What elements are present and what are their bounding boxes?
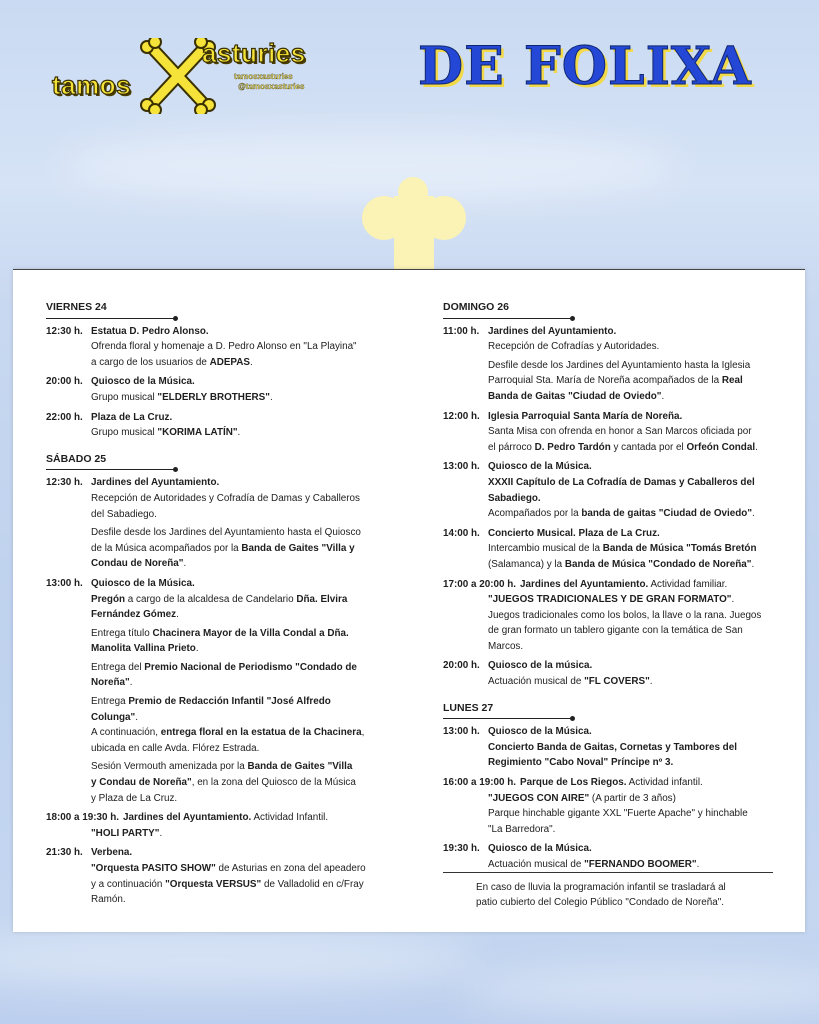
event-place: Quiosco de la Música. — [488, 726, 592, 738]
event-detail: Sesión Vermouth amenizada por la — [91, 761, 248, 773]
event-domingo-5 — [443, 577, 775, 655]
event-detail: de Asturias en zona del apeadero — [215, 863, 366, 874]
event-place: Verbena. — [91, 847, 133, 859]
event-detail: Recepción de Autoridades y Cofradía de Damas y Caballeros — [91, 492, 360, 504]
event-detail: . — [751, 558, 755, 570]
event-detail-bold: ADEPAS — [209, 356, 250, 368]
event-time: 11:00 h. — [443, 325, 480, 337]
event-detail: "La Barredora". — [488, 823, 556, 835]
event-detail: Entrega — [91, 696, 129, 708]
event-place: Iglesia Parroquial Santa María de Noreña. — [488, 410, 683, 422]
event-sabado-3 — [46, 810, 376, 841]
event-detail-bold: Chacinera Mayor de la Villa Condal a Dña. — [152, 627, 349, 639]
event-detail: . — [731, 594, 735, 606]
day-title-viernes: VIERNES 24 — [46, 300, 107, 317]
event-domingo-6 — [443, 658, 775, 689]
event-detail: el párroco — [488, 441, 535, 453]
event-detail: ubicada en calle Avda. Flórez Estrada. — [91, 742, 260, 754]
event-detail: y cantada por el — [610, 441, 687, 453]
event-detail: de la Música acompañados por la — [91, 542, 242, 554]
event-detail: . — [696, 859, 700, 870]
event-detail-bold: y Condau de Noreña" — [91, 777, 192, 789]
event-place: Quiosco de la Música. — [488, 461, 592, 473]
event-place: Parque de Los Riegos. — [520, 777, 627, 789]
event-time: 13:00 h. — [46, 577, 83, 589]
event-detail: . — [755, 441, 758, 453]
rain-note-line: patio cubierto del Colegio Público "Condado de Noreña". — [476, 897, 725, 908]
event-detail: , — [361, 727, 365, 739]
event-place: Quiosco de la Música. — [488, 843, 592, 855]
event-domingo-3 — [443, 459, 775, 521]
event-detail: . — [159, 827, 163, 839]
event-detail-bold: "JUEGOS TRADICIONALES Y DE GRAN FORMATO" — [488, 594, 732, 606]
event-viernes-1 — [46, 324, 376, 371]
event-viernes-2 — [46, 374, 376, 405]
event-detail: . — [176, 609, 179, 621]
event-detail-bold: "Orquesta PASITO SHOW" — [91, 863, 216, 874]
event-detail: Actuación musical de — [488, 859, 585, 870]
event-time: 13:00 h. — [443, 726, 480, 738]
event-domingo-2 — [443, 409, 775, 456]
event-detail: . — [661, 390, 665, 402]
event-detail-bold: Dña. Elvira — [296, 593, 348, 605]
event-time: 14:00 h. — [443, 527, 480, 539]
event-time: 16:00 a 19:00 h. — [443, 777, 517, 789]
event-detail: A continuación, — [91, 727, 161, 739]
event-detail: Santa Misa con ofrenda en honor a San Marcos oficiada por — [488, 426, 752, 438]
event-extra: Actividad infantil. — [626, 777, 703, 789]
logo-social-line-2: @tamosxasturies — [238, 82, 305, 91]
event-detail: a cargo de los usuarios de — [91, 356, 210, 368]
event-time: 20:00 h. — [46, 376, 83, 388]
day-title-domingo: DOMINGO 26 — [443, 300, 509, 317]
event-time: 21:30 h. — [46, 847, 83, 859]
program-column-left — [46, 300, 376, 908]
event-time: 12:00 h. — [443, 410, 480, 422]
event-detail-bold: Premio de Redacción Infantil "José Alfredo Colunga" — [91, 696, 331, 723]
note-divider — [443, 872, 773, 873]
event-detail-bold: "HOLI PARTY" — [91, 827, 160, 839]
event-detail-bold: Banda de Gaitas "Ciudad de Oviedo" — [488, 390, 662, 402]
event-sabado-2 — [46, 576, 376, 806]
event-place: Jardines del Ayuntamiento. — [91, 477, 220, 489]
event-detail: Actuación musical de — [488, 676, 585, 688]
event-place: Quiosco de la Música. — [91, 577, 195, 589]
event-detail: Desfile desde los Jardines del Ayuntamiento hasta la Iglesia — [488, 359, 751, 371]
event-time: 19:30 h. — [443, 843, 480, 855]
event-time: 17:00 a 20:00 h. — [443, 578, 517, 590]
event-time: 18:00 a 19:30 h. — [46, 812, 120, 824]
event-domingo-1 — [443, 324, 775, 405]
event-viernes-3 — [46, 410, 376, 441]
event-place: Quiosco de la música. — [488, 660, 593, 672]
event-detail: Recepción de Cofradías y Autoridades. — [488, 341, 660, 353]
event-detail-bold: banda de gaitas "Ciudad de Oviedo" — [581, 508, 753, 520]
day-title-lunes: LUNES 27 — [443, 701, 493, 718]
event-time: 12:30 h. — [46, 325, 83, 337]
event-detail: Grupo musical — [91, 391, 158, 403]
event-place: Jardines del Ayuntamiento. — [520, 578, 649, 590]
event-detail-bold: Noreña" — [91, 677, 130, 689]
event-detail: . — [195, 643, 199, 655]
event-detail: . — [250, 356, 253, 368]
page-title: DE FOLIXA — [418, 36, 752, 97]
event-detail-bold: Banda de Música "Tomás Bretón — [602, 543, 757, 555]
event-detail-bold: Fernández Gómez — [91, 609, 177, 621]
event-detail-bold: Sabadiego. — [488, 492, 541, 504]
event-place: Jardines del Ayuntamiento. — [488, 325, 617, 337]
rain-note — [476, 880, 766, 910]
event-detail-bold: "JUEGOS CON AIRE" — [488, 792, 590, 804]
event-detail-bold: Real — [721, 375, 743, 387]
tamos-x-asturies-logo — [50, 36, 340, 116]
event-lunes-1 — [443, 724, 775, 771]
event-detail: Ofrenda floral y homenaje a D. Pedro Alonso en "La Playina" — [91, 341, 357, 353]
program-sheet — [13, 269, 805, 932]
event-detail: , en la zona del Quiosco de la Música — [191, 777, 356, 789]
event-detail: Desfile desde los Jardines del Ayuntamiento hasta el Quiosco — [91, 527, 361, 539]
event-detail-bold: Manolita Vallina Prieto — [91, 643, 196, 655]
logo-word-tamos: tamos — [52, 70, 132, 100]
event-detail: . — [183, 558, 187, 570]
background-streak — [460, 965, 819, 1015]
event-detail: a cargo de la alcaldesa de Candelario — [125, 593, 297, 605]
event-detail-bold: "ELDERLY BROTHERS" — [157, 391, 270, 403]
event-detail: . — [135, 711, 138, 723]
event-extra: Actividad familiar. — [648, 578, 728, 590]
event-detail: de Valladolid en c/Fray — [261, 878, 364, 890]
event-sabado-4 — [46, 845, 376, 907]
event-detail-bold: entrega floral en la estatua de la Chacinera — [160, 727, 362, 739]
event-detail: Parque hinchable gigante XXL "Fuerte Apache" y hinchable — [488, 808, 748, 820]
event-detail: . — [269, 391, 273, 403]
event-detail: Grupo musical — [91, 427, 158, 439]
event-detail: de gran formato un tablero gigante con la temática de San — [488, 625, 743, 637]
event-detail-bold: Regimiento "Cabo Noval" Príncipe nº 3. — [488, 757, 674, 769]
event-time: 22:00 h. — [46, 411, 83, 423]
event-time: 12:30 h. — [46, 477, 83, 489]
event-detail-bold: "FERNANDO BOOMER" — [584, 859, 697, 870]
event-place: Plaza de La Cruz. — [91, 411, 173, 423]
event-detail-bold: Banda de Gaites "Villa — [247, 761, 353, 773]
event-detail: Ramón. — [91, 894, 126, 906]
event-detail: (A partir de 3 años) — [589, 792, 676, 804]
event-detail-bold: Condau de Noreña" — [91, 558, 184, 570]
event-domingo-4 — [443, 526, 775, 573]
event-time: 20:00 h. — [443, 660, 480, 672]
event-detail-bold: Premio Nacional de Periodismo "Condado de — [144, 661, 357, 673]
event-detail: Acompañados por la — [488, 508, 582, 520]
event-detail-bold: Orfeón Condal — [686, 441, 756, 453]
event-time: 13:00 h. — [443, 461, 480, 473]
background-streak — [0, 930, 480, 990]
event-lunes-2 — [443, 775, 775, 837]
event-detail: (Salamanca) y la — [488, 558, 565, 570]
event-place: Estatua D. Pedro Alonso. — [91, 325, 209, 337]
logo-word-asturies: asturies — [202, 38, 306, 68]
cloud-shape-icon — [360, 176, 470, 272]
event-detail: . — [237, 427, 241, 439]
day-title-sabado: SÁBADO 25 — [46, 452, 106, 469]
event-detail-bold: XXXII Capítulo de La Cofradía de Damas y Caballeros del — [488, 476, 755, 488]
event-detail: y Plaza de La Cruz. — [91, 792, 178, 804]
event-detail-bold: D. Pedro Tardón — [534, 441, 611, 453]
event-detail: . — [649, 676, 653, 688]
event-detail-bold: Banda de Música "Condado de Noreña" — [564, 558, 752, 570]
event-detail: Entrega título — [91, 627, 153, 639]
event-place: Concierto Musical. Plaza de La Cruz. — [488, 527, 660, 539]
event-detail: Entrega del — [91, 661, 145, 673]
event-detail-bold: "KORIMA LATÍN" — [157, 427, 238, 439]
event-detail: y a continuación — [91, 878, 166, 890]
event-detail: Parroquial Sta. María de Noreña acompañados de la — [488, 375, 722, 387]
event-detail-bold: Banda de Gaites "Villa y — [241, 542, 355, 554]
event-sabado-1 — [46, 475, 376, 572]
event-detail: . — [752, 508, 755, 520]
event-detail: Intercambio musical de la — [488, 543, 603, 555]
event-place: Quiosco de la Música. — [91, 376, 195, 388]
event-detail-bold: Concierto Banda de Gaitas, Cornetas y Tambores del — [488, 741, 737, 753]
event-detail: Marcos. — [488, 640, 524, 652]
event-detail: del Sabadiego. — [91, 508, 157, 520]
event-extra: Actividad Infantil. — [251, 812, 329, 824]
event-detail-bold: "FL COVERS" — [584, 676, 650, 688]
logo-social-line-1: tamosxasturies — [234, 72, 293, 81]
event-detail: Juegos tradicionales como los bolos, la llave o la rana. Juegos — [488, 609, 762, 621]
event-detail: . — [129, 677, 133, 689]
rain-note-line: En caso de lluvia la programación infantil se trasladará al — [476, 882, 726, 893]
event-detail-bold: "Orquesta VERSUS" — [165, 878, 262, 890]
event-place: Jardines del Ayuntamiento. — [123, 812, 252, 824]
event-lunes-3 — [443, 841, 775, 872]
program-column-right — [443, 300, 775, 873]
event-detail-bold: Pregón — [91, 593, 126, 605]
